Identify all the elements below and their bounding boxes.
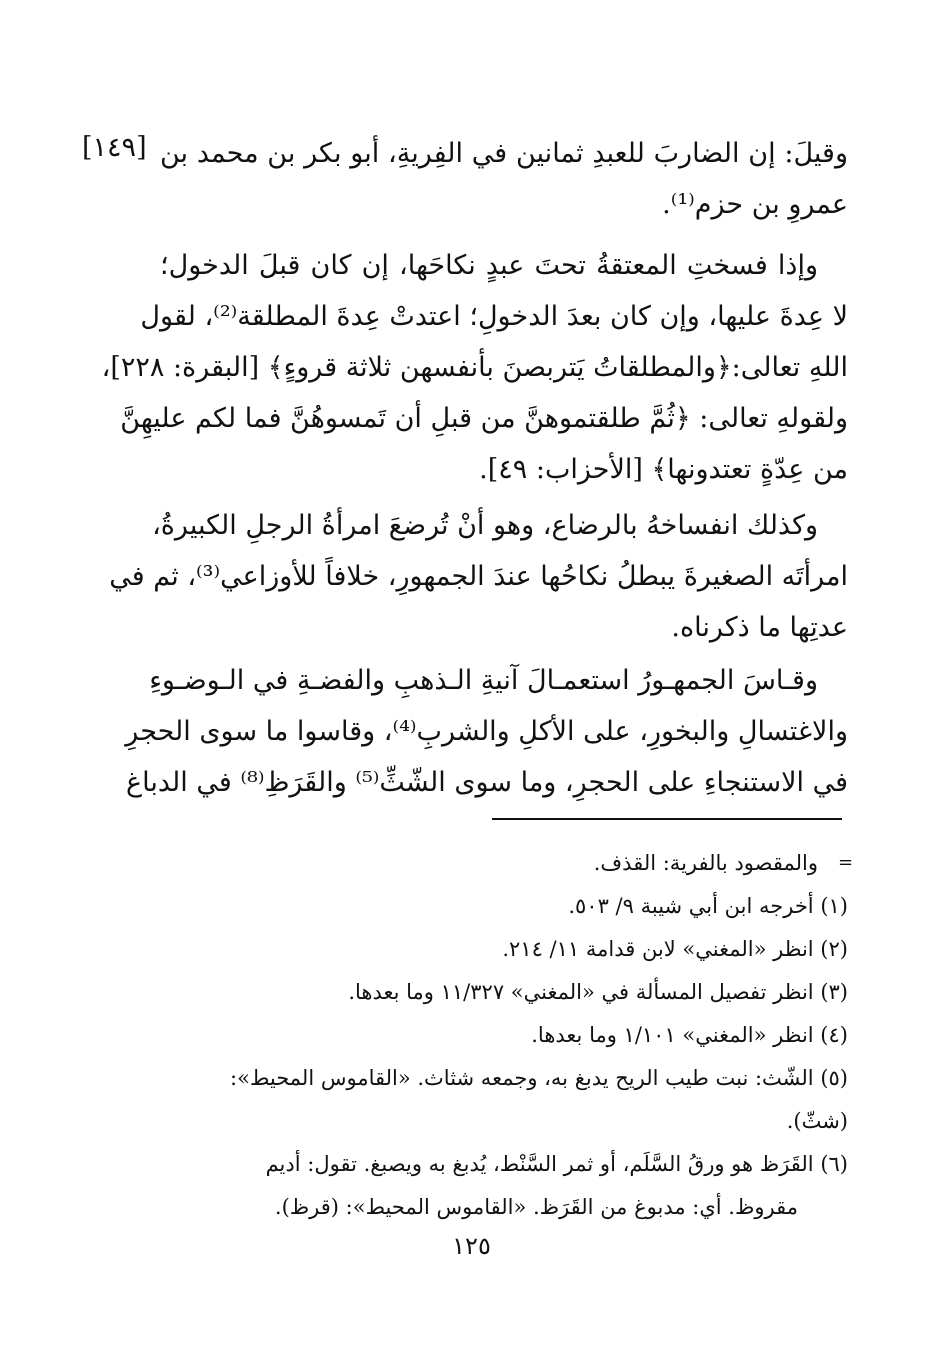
footnotes [160, 842, 848, 1229]
footnote-separator [492, 818, 842, 820]
paragraph-3 [109, 500, 848, 653]
text-line: لا عِدةَ عليها، وإن كان بعدَ الدخولِ؛ اعتدتْ عِدةَ المطلقة⁽²⁾، لقول [140, 301, 848, 332]
text-line: والاغتسالِ والبخورِ، على الأكلِ والشربِ⁽⁴⁾، وقاسوا ما سوى الحجرِ [125, 716, 848, 747]
footnote-line: (شثّ). [786, 1109, 848, 1133]
page-number: ١٢٥ [452, 1232, 491, 1260]
footnote-line: (٥) الشّث: نبت طيب الريح يدبغ به، وجمعه شثاث. «القاموس المحيط»: [230, 1066, 848, 1090]
paragraph-1 [160, 128, 848, 230]
text-line: في الاستنجاءِ على الحجرِ، وما سوى الشّثِّ⁽⁵⁾ والقَرَظِ⁽⁸⁾ في الدباغ [126, 767, 848, 798]
text-line: وكذلك انفساخهُ بالرضاع، وهو أنْ تُرضعَ امرأةُ الرجلِ الكبيرةُ، [152, 510, 818, 541]
text-line: عدتِها ما ذكرناه. [671, 612, 848, 643]
footnote-line: (٢) انظر «المغني» لابن قدامة ١١/ ٢١٤. [502, 937, 848, 961]
text-line: عمروِ بن حزم⁽¹⁾. [662, 189, 848, 220]
text-line: امرأتَه الصغيرةَ يبطلُ نكاحُها عندَ الجمهورِ، خلافاً للأوزاعي⁽³⁾، ثم في [109, 561, 848, 592]
text-line: وقيلَ: إن الضاربَ للعبدِ ثمانين في الفِريةِ، أبو بكر بن محمد بن [160, 138, 848, 169]
text-line: ولقولهِ تعالى: ﴿ثُمَّ طلقتموهنَّ من قبلِ أن تَمسوهُنَّ فما لكم عليهِنَّ [120, 403, 848, 434]
footnote-line: والمقصود بالفرية: القذف. [593, 851, 818, 875]
paragraph-2 [101, 240, 848, 495]
footnote-line: (٤) انظر «المغني» ١/١٠١ وما بعدها. [531, 1023, 848, 1047]
footnote-line: (٣) انظر تفصيل المسألة في «المغني» ١١/٣٢٧ وما بعدها. [348, 980, 848, 1004]
text-line: من عِدّةٍ تعتدونها﴾ [الأحزاب: ٤٩]. [479, 454, 848, 485]
text-line: وقـاسَ الجمهـورُ استعمـالَ آنيةِ الـذهبِ والفضـةِ في الـوضـوءِ [149, 665, 818, 696]
paragraph-4 [125, 655, 848, 808]
margin-reference: [١٤٩] [82, 132, 147, 163]
text-line: اللهِ تعالى:﴿والمطلقاتُ يَتربصنَ بأنفسهن ثلاثة قروءٍ﴾ [البقرة: ٢٢٨]، [101, 352, 848, 383]
footnote-line: مقروظ. أي: مدبوغ من القَرَظ. «القاموس المحيط»: (قرظ). [274, 1195, 798, 1219]
footnote-continued-mark: = [838, 852, 854, 873]
text-line: وإذا فسختِ المعتقةُ تحتَ عبدٍ نكاحَها، إن كان قبلَ الدخول؛ [160, 250, 818, 281]
footnote-line: (١) أخرجه ابن أبي شيبة ٩/ ٥٠٣. [568, 894, 848, 918]
footnote-line: (٦) القَرَظ هو ورقُ السَّلَم، أو ثمر السَّنْط، يُدبغ به ويصبغ. تقول: أديم [265, 1152, 848, 1176]
